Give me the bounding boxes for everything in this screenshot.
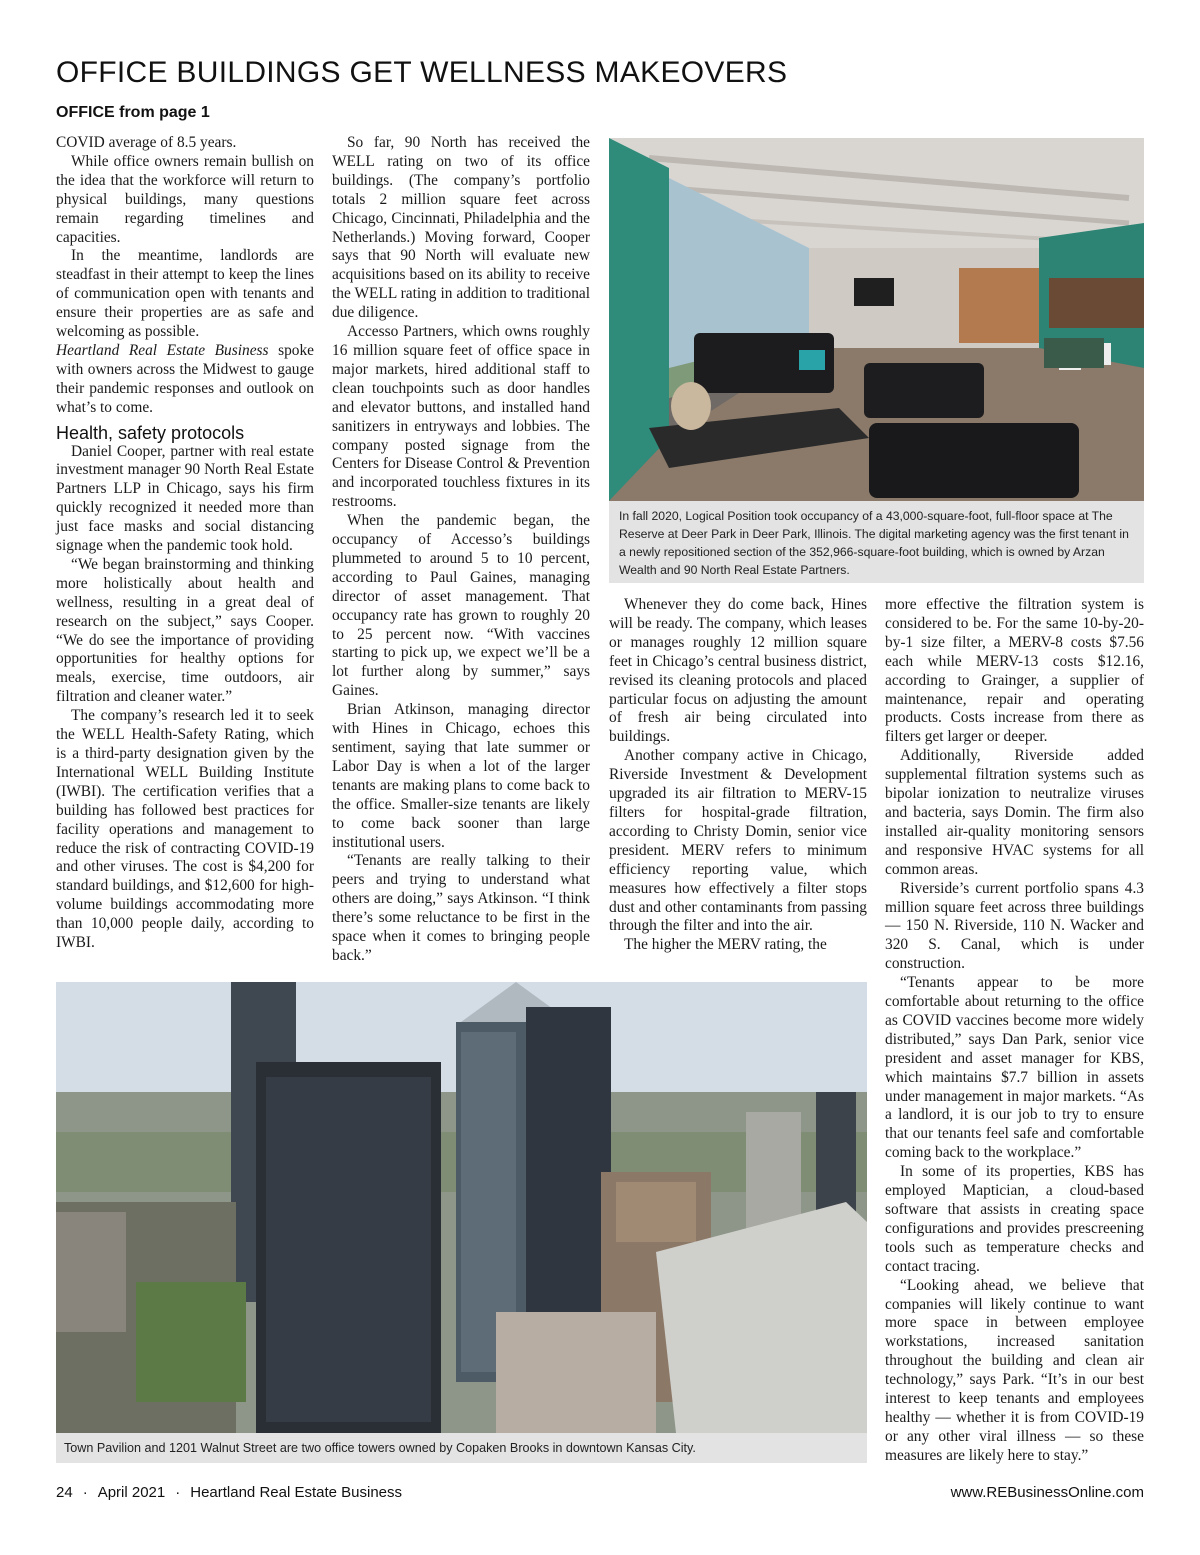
footer-separator: · bbox=[82, 1484, 88, 1501]
footer-separator: · bbox=[175, 1484, 181, 1501]
paragraph: In some of its properties, KBS has employed Maptician, a cloud-based software that assists in creating space configurations and provides prescreening tools such as temperature checks and contact tracing. bbox=[885, 1163, 1144, 1275]
paragraph: The higher the MERV rating, the bbox=[624, 936, 827, 954]
page-number: 24 bbox=[56, 1484, 73, 1501]
article-column-2 bbox=[332, 134, 590, 966]
skyline-photo-caption: Town Pavilion and 1201 Walnut Street are two office towers owned by Copaken Brooks in downtown Kansas City. bbox=[56, 1433, 867, 1463]
paragraph: COVID average of 8.5 years. bbox=[56, 134, 237, 151]
publication-name: Heartland Real Estate Business bbox=[56, 341, 269, 359]
website-link[interactable]: www.REBusinessOnline.com bbox=[950, 1484, 1144, 1501]
subhead: Health, safety protocols bbox=[56, 422, 245, 443]
paragraph: Whenever they do come back, Hines will be ready. The company, which leases or manages roughly 12 million square feet in Chicago’s central business district, revised its cleaning protocols and placed particular focus on adjusting the amount of fresh air being circulated into buildings. bbox=[609, 596, 867, 746]
paragraph: “Looking ahead, we believe that companies will likely continue to want more space in between employee workstations, increased sanitation throughout the building and clean air technology,” says Park. “It’s in our best interest to keep tenants and employees healthy — whether it is from COVID-19 or any other viral illness — so these measures are likely here to stay.” bbox=[885, 1276, 1144, 1464]
paragraph: Brian Atkinson, managing director with Hines in Chicago, echoes this sentiment, saying that late summer or Labor Day is when a lot of the larger tenants are making plans to come back to the office. Smaller-size tenants are likely to come back sooner than large institutional users. bbox=[332, 701, 590, 851]
paragraph: Daniel Cooper, partner with real estate investment manager 90 North Real Estate Partners LLP in Chicago, says his firm quickly recognized it needed more than just face masks and social distancing signage when the pandemic took hold. bbox=[56, 442, 314, 555]
page-footer-left bbox=[56, 1484, 402, 1501]
article-column-4 bbox=[885, 596, 1144, 1466]
paragraph-text: spoke with owners across the Midwest to gauge their pandemic responses and outlook on what’s to come. bbox=[56, 341, 314, 416]
paragraph: “Tenants appear to be more comfortable about returning to the office as COVID vaccines become more widely distributed,” says Dan Park, senior vice president and asset manager for KBS, which maintains $7.7 billion in assets under management in major markets. “As a landlord, it is our job to try to ensure that our tenants feel safe and comfortable coming back to the workplace.” bbox=[885, 974, 1144, 1162]
paragraph: The company’s research led it to seek the WELL Health-Safety Rating, which is a third-party designation given by the International WELL Building Institute (IWBI). The certification verifies that a building has followed best practices for facility operations and management to reduce the risk of contracting COVID-19 and other viruses. The cost is $4,200 for standard buildings, and $12,600 for high-volume buildings accommodating more than 10,000 people daily, according to IWBI. bbox=[56, 707, 314, 952]
paragraph: In the meantime, landlords are steadfast in their attempt to keep the lines of communication open with tenants and ensure their properties are as safe and welcoming as possible. bbox=[56, 247, 314, 341]
paragraph: “Tenants are really talking to their peers and trying to understand what others are doing,” says Atkinson. “I think there’s some reluctance to be first in the space when it comes to bringing people back.” bbox=[332, 852, 590, 964]
paragraph: When the pandemic began, the occupancy of Accesso’s buildings plummeted to around 5 to 10 percent, according to Paul Gaines, managing director of asset management. That occupancy rate has grown to roughly 20 to 25 percent now. “With vaccines starting to pick up, we expect we’ll be a lot further along by summer,” says Gaines. bbox=[332, 512, 590, 700]
paragraph bbox=[56, 342, 314, 418]
office-lounge-photo bbox=[609, 138, 1144, 501]
issue-date: April 2021 bbox=[97, 1484, 166, 1501]
article-column-1 bbox=[56, 134, 314, 953]
paragraph: While office owners remain bullish on the idea that the workforce will return to physical buildings, many questions remain regarding timelines and capacities. bbox=[56, 152, 314, 246]
paragraph: more effective the filtration system is considered to be. For the same 10-by-20-by-1 size filter, a MERV-8 costs $7.56 each while MERV-13 costs $12.16, according to Grainger, a supplier of maintenance, repair and operating products. Costs increase from there as filters get larger or deeper. bbox=[885, 596, 1144, 746]
publication-name: Heartland Real Estate Business bbox=[190, 1484, 403, 1501]
office-photo-caption: In fall 2020, Logical Position took occupancy of a 43,000-square-foot, full-floor space at The Reserve at Deer Park in Deer Park, Illinois. The digital marketing agency was the first tenant in a newly repositioned section of the 352,966-square-foot building, which is owned by Arzan Wealth and 90 North Real Estate Partners. bbox=[609, 501, 1144, 583]
article-column-3 bbox=[609, 596, 867, 955]
headline: OFFICE BUILDINGS GET WELLNESS MAKEOVERS bbox=[56, 56, 788, 89]
paragraph: Another company active in Chicago, Riverside Investment & Development upgraded its air filtration to MERV-15 filters for hospital-grade filtration, according to Christy Domin, senior vice president. MERV refers to minimum efficiency reporting value, which measures how effectively a filter stops dust and other contaminants from passing through the filter and into the air. bbox=[609, 747, 867, 935]
kansas-city-skyline-photo bbox=[56, 982, 867, 1433]
paragraph: Accesso Partners, which owns roughly 16 million square feet of office space in major markets, hired additional staff to clean touchpoints such as door handles and elevator buttons, and installed hand sanitizers in entryways and lobbies. The company posted signage from the Centers for Disease Control & Prevention and incorporated touchless fixtures in its restrooms. bbox=[332, 323, 590, 511]
paragraph: “We began brainstorming and thinking more holistically about health and wellness, resulting in a great deal of research on the subject,” says Cooper. “We do see the importance of providing opportunities for healthy options for meals, exercise, time outdoors, air filtration and cleaner water.” bbox=[56, 555, 314, 706]
paragraph: Riverside’s current portfolio spans 4.3 million square feet across three buildings — 150 N. Riverside, 110 N. Wacker and 320 S. Canal, which is under construction. bbox=[885, 879, 1144, 973]
paragraph: Additionally, Riverside added supplemental filtration systems such as bipolar ionization to neutralize viruses and bacteria, says Domin. The firm also installed air-quality monitoring sensors and responsive HVAC systems for all common areas. bbox=[885, 747, 1144, 878]
paragraph: So far, 90 North has received the WELL rating on two of its office buildings. (The company’s portfolio totals 2 million square feet across Chicago, Cincinnati, Philadelphia and the Netherlands.) Moving forward, Cooper says that 90 North will evaluate new acquisitions based on its ability to receive the WELL rating in addition to traditional due diligence. bbox=[332, 134, 590, 322]
jump-line: OFFICE from page 1 bbox=[56, 104, 210, 121]
